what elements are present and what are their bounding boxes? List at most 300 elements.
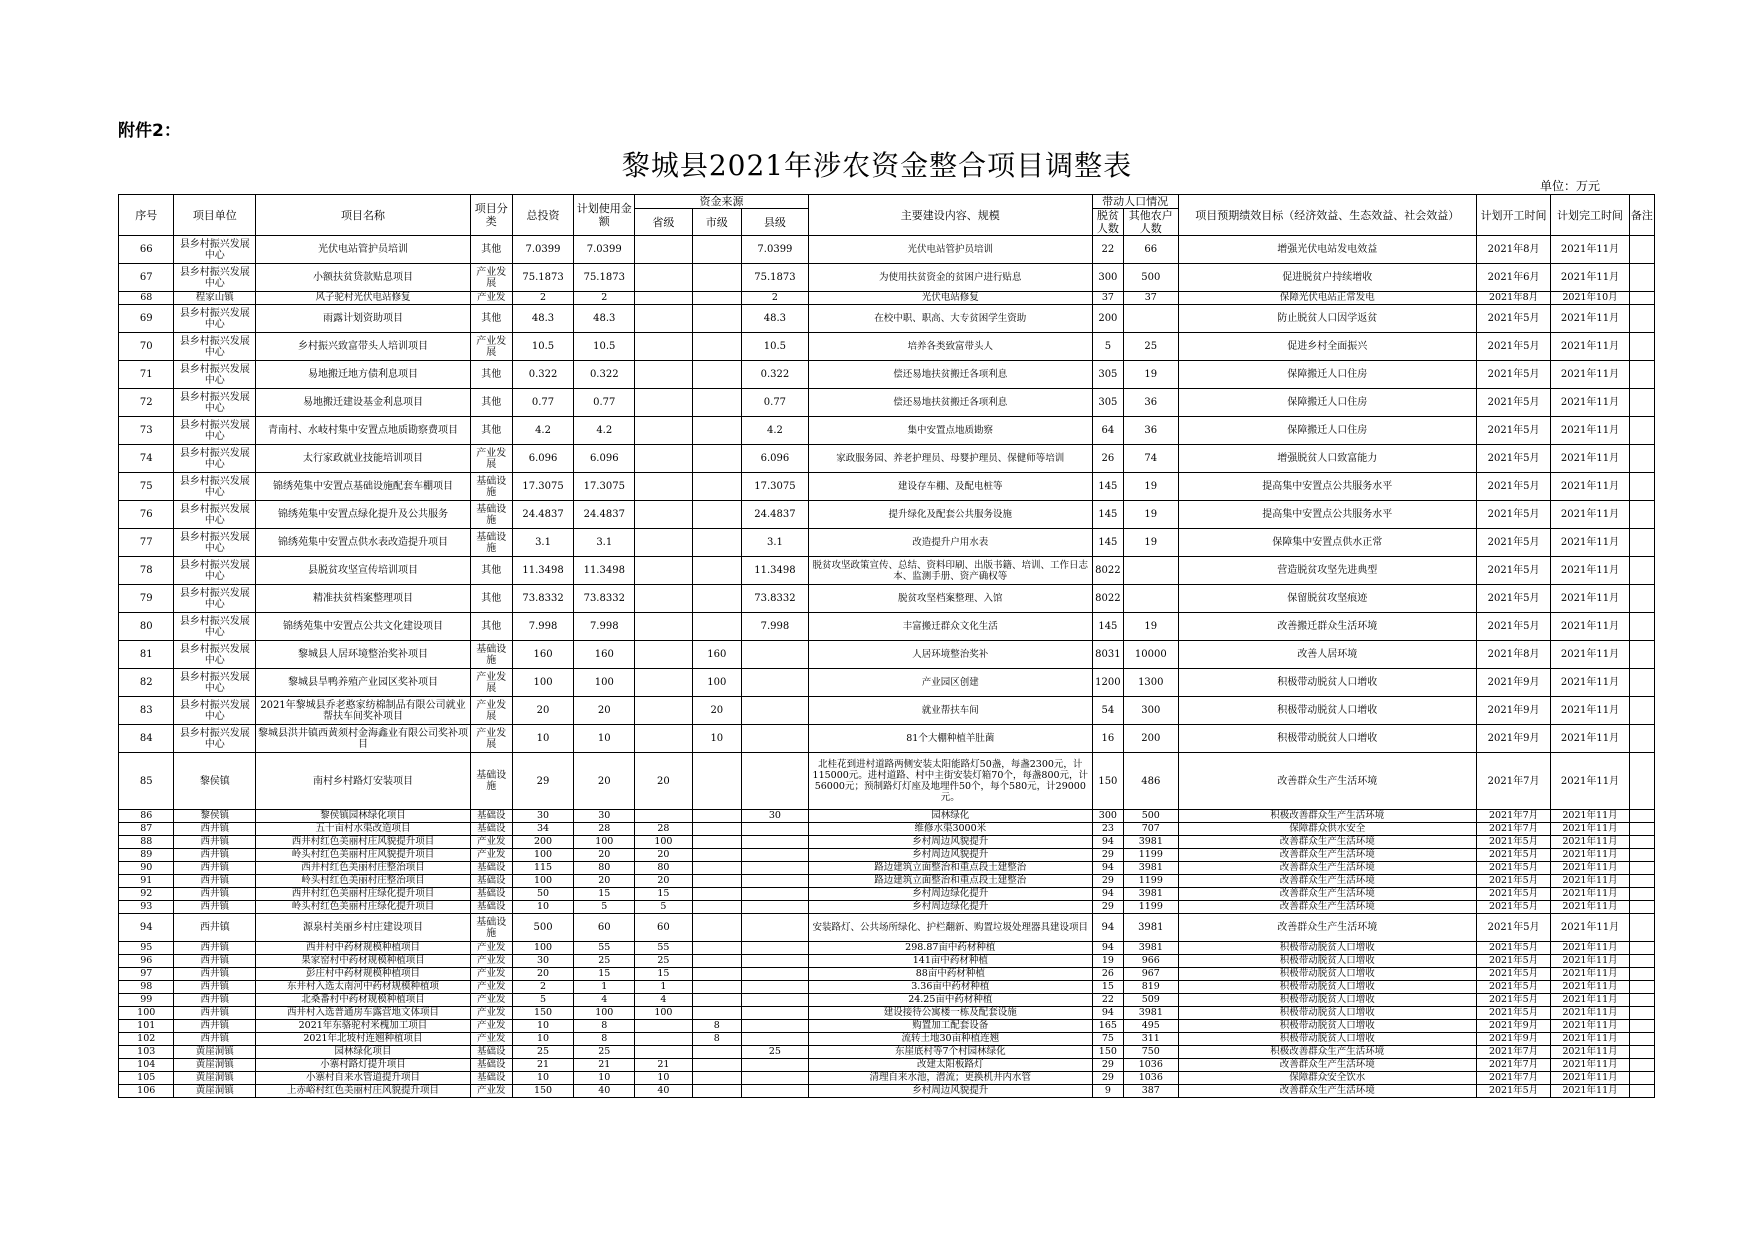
header-seq: 序号 bbox=[119, 195, 174, 236]
cell-goal: 积极带动脱贫人口增收 bbox=[1178, 697, 1476, 725]
cell-city bbox=[692, 753, 741, 810]
cell-unit: 县乡村振兴发展中心 bbox=[174, 417, 256, 445]
cell-province bbox=[635, 305, 693, 333]
cell-other bbox=[1124, 305, 1178, 333]
cell-end: 2021年11月 bbox=[1551, 849, 1630, 862]
table-row bbox=[119, 875, 1655, 888]
cell-other bbox=[1124, 557, 1178, 585]
cell-seq: 75 bbox=[119, 473, 174, 501]
cell-goal: 保障搬迁人口住房 bbox=[1178, 361, 1476, 389]
cell-content: 人居环境整治奖补 bbox=[808, 641, 1092, 669]
cell-city bbox=[692, 1072, 741, 1085]
cell-goal: 保留脱贫攻坚痕迹 bbox=[1178, 585, 1476, 613]
cell-county bbox=[741, 862, 808, 875]
cell-province bbox=[635, 445, 693, 473]
cell-seq: 93 bbox=[119, 901, 174, 914]
cell-county bbox=[741, 888, 808, 901]
cell-poverty: 16 bbox=[1092, 725, 1123, 753]
cell-note bbox=[1629, 810, 1654, 823]
cell-county bbox=[741, 1020, 808, 1033]
cell-name: 小寨村路灯提升项目 bbox=[256, 1059, 471, 1072]
cell-province: 55 bbox=[635, 942, 693, 955]
cell-city bbox=[692, 1085, 741, 1098]
cell-name: 锦绣苑集中安置点绿化提升及公共服务 bbox=[256, 501, 471, 529]
cell-province bbox=[635, 361, 693, 389]
cell-total: 10 bbox=[512, 1072, 574, 1085]
cell-unit: 县乡村振兴发展中心 bbox=[174, 501, 256, 529]
cell-content: 偿还易地扶贫搬迁各项利息 bbox=[808, 389, 1092, 417]
cell-content: 集中安置点地质勘察 bbox=[808, 417, 1092, 445]
cell-poverty: 22 bbox=[1092, 994, 1123, 1007]
cell-seq: 84 bbox=[119, 725, 174, 753]
cell-name: 西井村红色美丽村庄风貌提升项目 bbox=[256, 836, 471, 849]
cell-goal: 积极带动脱贫人口增收 bbox=[1178, 942, 1476, 955]
cell-content: 141亩中药材种植 bbox=[808, 955, 1092, 968]
cell-seq: 66 bbox=[119, 236, 174, 264]
cell-name: 黎城县人居环境整治奖补项目 bbox=[256, 641, 471, 669]
cell-unit: 县乡村振兴发展中心 bbox=[174, 445, 256, 473]
cell-start: 2021年5月 bbox=[1476, 901, 1550, 914]
cell-unit: 县乡村振兴发展中心 bbox=[174, 641, 256, 669]
cell-start: 2021年5月 bbox=[1476, 445, 1550, 473]
cell-county bbox=[741, 1059, 808, 1072]
cell-poverty: 22 bbox=[1092, 236, 1123, 264]
cell-unit: 县乡村振兴发展中心 bbox=[174, 697, 256, 725]
cell-county: 30 bbox=[741, 810, 808, 823]
cell-unit: 县乡村振兴发展中心 bbox=[174, 613, 256, 641]
cell-goal: 营造脱贫攻坚先进典型 bbox=[1178, 557, 1476, 585]
table-row bbox=[119, 725, 1655, 753]
cell-end: 2021年11月 bbox=[1551, 862, 1630, 875]
cell-end: 2021年11月 bbox=[1551, 361, 1630, 389]
cell-unit: 黄崖洞镇 bbox=[174, 1059, 256, 1072]
cell-unit: 黎侯镇 bbox=[174, 753, 256, 810]
cell-start: 2021年7月 bbox=[1476, 1059, 1550, 1072]
cell-category: 其他 bbox=[470, 305, 512, 333]
cell-content: 清理自来水池，潜流；更换机井内水管 bbox=[808, 1072, 1092, 1085]
cell-end: 2021年11月 bbox=[1551, 529, 1630, 557]
cell-note bbox=[1629, 1085, 1654, 1098]
cell-category: 产业发 bbox=[470, 836, 512, 849]
cell-unit: 西井镇 bbox=[174, 968, 256, 981]
header-end: 计划完工时间 bbox=[1551, 195, 1630, 236]
cell-planned: 0.322 bbox=[574, 361, 635, 389]
table-row bbox=[119, 557, 1655, 585]
cell-city: 10 bbox=[692, 725, 741, 753]
cell-seq: 102 bbox=[119, 1033, 174, 1046]
cell-province bbox=[635, 333, 693, 361]
cell-city bbox=[692, 914, 741, 942]
cell-total: 30 bbox=[512, 810, 574, 823]
table-row bbox=[119, 473, 1655, 501]
cell-category: 基础设 bbox=[470, 901, 512, 914]
cell-poverty: 15 bbox=[1092, 981, 1123, 994]
cell-start: 2021年6月 bbox=[1476, 264, 1550, 292]
cell-name: 县脱贫攻坚宣传培训项目 bbox=[256, 557, 471, 585]
cell-end: 2021年11月 bbox=[1551, 955, 1630, 968]
cell-category: 其他 bbox=[470, 361, 512, 389]
cell-county: 11.3498 bbox=[741, 557, 808, 585]
cell-planned: 100 bbox=[574, 1007, 635, 1020]
cell-note bbox=[1629, 725, 1654, 753]
cell-name: 南村乡村路灯安装项目 bbox=[256, 753, 471, 810]
cell-goal: 积极改善群众生产生活环境 bbox=[1178, 810, 1476, 823]
cell-other: 3981 bbox=[1124, 862, 1178, 875]
cell-unit: 西井镇 bbox=[174, 914, 256, 942]
cell-name: 易地搬迁建设基金利息项目 bbox=[256, 389, 471, 417]
table-row bbox=[119, 810, 1655, 823]
cell-other: 495 bbox=[1124, 1020, 1178, 1033]
cell-goal: 保障群众安全饮水 bbox=[1178, 1072, 1476, 1085]
cell-goal: 改善人居环境 bbox=[1178, 641, 1476, 669]
cell-end: 2021年11月 bbox=[1551, 445, 1630, 473]
cell-goal: 提高集中安置点公共服务水平 bbox=[1178, 501, 1476, 529]
cell-county bbox=[741, 836, 808, 849]
table-row bbox=[119, 836, 1655, 849]
cell-planned: 8 bbox=[574, 1020, 635, 1033]
cell-category: 产业发展 bbox=[470, 725, 512, 753]
cell-category: 产业发展 bbox=[470, 669, 512, 697]
cell-poverty: 200 bbox=[1092, 305, 1123, 333]
table-row bbox=[119, 236, 1655, 264]
cell-county: 24.4837 bbox=[741, 501, 808, 529]
cell-name: 岭头村红色美丽村庄风貌提升项目 bbox=[256, 849, 471, 862]
cell-planned: 10.5 bbox=[574, 333, 635, 361]
cell-category: 其他 bbox=[470, 236, 512, 264]
table-row bbox=[119, 994, 1655, 1007]
cell-start: 2021年7月 bbox=[1476, 1072, 1550, 1085]
cell-other: 707 bbox=[1124, 823, 1178, 836]
cell-end: 2021年11月 bbox=[1551, 417, 1630, 445]
cell-goal: 积极带动脱贫人口增收 bbox=[1178, 994, 1476, 1007]
cell-other: 1036 bbox=[1124, 1059, 1178, 1072]
cell-end: 2021年11月 bbox=[1551, 264, 1630, 292]
cell-city: 100 bbox=[692, 669, 741, 697]
cell-province bbox=[635, 697, 693, 725]
cell-note bbox=[1629, 981, 1654, 994]
cell-total: 0.77 bbox=[512, 389, 574, 417]
cell-seq: 96 bbox=[119, 955, 174, 968]
cell-goal: 保障搬迁人口住房 bbox=[1178, 389, 1476, 417]
cell-start: 2021年9月 bbox=[1476, 669, 1550, 697]
cell-province: 100 bbox=[635, 1007, 693, 1020]
cell-category: 基础设 bbox=[470, 888, 512, 901]
cell-category: 产业发 bbox=[470, 1033, 512, 1046]
cell-total: 100 bbox=[512, 849, 574, 862]
cell-name: 太行家政就业技能培训项目 bbox=[256, 445, 471, 473]
cell-province bbox=[635, 810, 693, 823]
cell-planned: 73.8332 bbox=[574, 585, 635, 613]
cell-content: 培养各类致富带头人 bbox=[808, 333, 1092, 361]
cell-end: 2021年11月 bbox=[1551, 1059, 1630, 1072]
cell-end: 2021年11月 bbox=[1551, 305, 1630, 333]
cell-seq: 80 bbox=[119, 613, 174, 641]
cell-goal: 保障集中安置点供水正常 bbox=[1178, 529, 1476, 557]
cell-goal: 积极带动脱贫人口增收 bbox=[1178, 968, 1476, 981]
cell-total: 30 bbox=[512, 955, 574, 968]
cell-planned: 100 bbox=[574, 669, 635, 697]
cell-poverty: 150 bbox=[1092, 1046, 1123, 1059]
cell-poverty: 29 bbox=[1092, 1072, 1123, 1085]
cell-category: 基础设施 bbox=[470, 641, 512, 669]
cell-province bbox=[635, 473, 693, 501]
header-province: 省级 bbox=[635, 209, 693, 236]
cell-city bbox=[692, 529, 741, 557]
cell-poverty: 29 bbox=[1092, 1059, 1123, 1072]
cell-start: 2021年7月 bbox=[1476, 823, 1550, 836]
cell-total: 150 bbox=[512, 1007, 574, 1020]
cell-seq: 72 bbox=[119, 389, 174, 417]
cell-name: 锦绣苑集中安置点供水表改造提升项目 bbox=[256, 529, 471, 557]
cell-end: 2021年11月 bbox=[1551, 1046, 1630, 1059]
cell-planned: 100 bbox=[574, 836, 635, 849]
cell-county bbox=[741, 1085, 808, 1098]
cell-province bbox=[635, 725, 693, 753]
cell-province bbox=[635, 417, 693, 445]
cell-poverty: 26 bbox=[1092, 968, 1123, 981]
cell-end: 2021年11月 bbox=[1551, 942, 1630, 955]
cell-unit: 西井镇 bbox=[174, 955, 256, 968]
cell-county: 10.5 bbox=[741, 333, 808, 361]
cell-end: 2021年11月 bbox=[1551, 613, 1630, 641]
cell-province bbox=[635, 557, 693, 585]
cell-poverty: 300 bbox=[1092, 810, 1123, 823]
cell-city: 8 bbox=[692, 1020, 741, 1033]
cell-county: 17.3075 bbox=[741, 473, 808, 501]
cell-end: 2021年11月 bbox=[1551, 994, 1630, 1007]
cell-note bbox=[1629, 955, 1654, 968]
cell-province bbox=[635, 264, 693, 292]
cell-content: 丰富搬迁群众文化生活 bbox=[808, 613, 1092, 641]
cell-goal: 改善群众生产生活环境 bbox=[1178, 875, 1476, 888]
cell-seq: 100 bbox=[119, 1007, 174, 1020]
cell-start: 2021年5月 bbox=[1476, 529, 1550, 557]
cell-province bbox=[635, 501, 693, 529]
cell-planned: 20 bbox=[574, 875, 635, 888]
cell-name: 小额扶贫贷款贴息项目 bbox=[256, 264, 471, 292]
cell-category: 产业发展 bbox=[470, 264, 512, 292]
cell-category: 其他 bbox=[470, 417, 512, 445]
header-unit: 项目单位 bbox=[174, 195, 256, 236]
cell-county bbox=[741, 669, 808, 697]
cell-unit: 西井镇 bbox=[174, 849, 256, 862]
cell-poverty: 1200 bbox=[1092, 669, 1123, 697]
cell-county: 25 bbox=[741, 1046, 808, 1059]
cell-note bbox=[1629, 305, 1654, 333]
cell-county: 3.1 bbox=[741, 529, 808, 557]
cell-total: 48.3 bbox=[512, 305, 574, 333]
cell-other: 486 bbox=[1124, 753, 1178, 810]
cell-category: 基础设 bbox=[470, 810, 512, 823]
cell-planned: 28 bbox=[574, 823, 635, 836]
cell-total: 100 bbox=[512, 669, 574, 697]
cell-other: 500 bbox=[1124, 264, 1178, 292]
cell-unit: 西井镇 bbox=[174, 823, 256, 836]
cell-content: 24.25亩中药材种植 bbox=[808, 994, 1092, 1007]
cell-category: 产业发 bbox=[470, 292, 512, 305]
cell-start: 2021年9月 bbox=[1476, 1033, 1550, 1046]
cell-city bbox=[692, 236, 741, 264]
cell-category: 其他 bbox=[470, 613, 512, 641]
cell-unit: 黄崖洞镇 bbox=[174, 1072, 256, 1085]
project-table bbox=[118, 194, 1655, 1098]
cell-start: 2021年5月 bbox=[1476, 994, 1550, 1007]
cell-end: 2021年11月 bbox=[1551, 981, 1630, 994]
cell-seq: 106 bbox=[119, 1085, 174, 1098]
cell-city bbox=[692, 1059, 741, 1072]
cell-note bbox=[1629, 1059, 1654, 1072]
cell-goal: 改善群众生产生活环境 bbox=[1178, 836, 1476, 849]
cell-seq: 99 bbox=[119, 994, 174, 1007]
table-row bbox=[119, 264, 1655, 292]
cell-end: 2021年11月 bbox=[1551, 753, 1630, 810]
cell-category: 产业发 bbox=[470, 994, 512, 1007]
table-row bbox=[119, 1046, 1655, 1059]
cell-unit: 西井镇 bbox=[174, 1033, 256, 1046]
cell-content: 在校中职、职高、大专贫困学生资助 bbox=[808, 305, 1092, 333]
cell-other: 311 bbox=[1124, 1033, 1178, 1046]
cell-end: 2021年11月 bbox=[1551, 669, 1630, 697]
cell-county: 73.8332 bbox=[741, 585, 808, 613]
cell-name: 源泉村美丽乡村庄建设项目 bbox=[256, 914, 471, 942]
cell-note bbox=[1629, 968, 1654, 981]
cell-start: 2021年5月 bbox=[1476, 501, 1550, 529]
cell-goal: 改善群众生产生活环境 bbox=[1178, 888, 1476, 901]
cell-planned: 0.77 bbox=[574, 389, 635, 417]
cell-total: 34 bbox=[512, 823, 574, 836]
cell-goal: 保障群众供水安全 bbox=[1178, 823, 1476, 836]
cell-name: 上赤峪村红色美丽村庄风貌提升项目 bbox=[256, 1085, 471, 1098]
cell-other: 509 bbox=[1124, 994, 1178, 1007]
cell-start: 2021年5月 bbox=[1476, 914, 1550, 942]
cell-planned: 4.2 bbox=[574, 417, 635, 445]
cell-seq: 97 bbox=[119, 968, 174, 981]
cell-note bbox=[1629, 669, 1654, 697]
cell-other: 3981 bbox=[1124, 914, 1178, 942]
cell-planned: 7.0399 bbox=[574, 236, 635, 264]
cell-planned: 160 bbox=[574, 641, 635, 669]
cell-county bbox=[741, 725, 808, 753]
cell-content: 光伏电站修复 bbox=[808, 292, 1092, 305]
cell-unit: 西井镇 bbox=[174, 862, 256, 875]
cell-total: 3.1 bbox=[512, 529, 574, 557]
cell-other: 19 bbox=[1124, 473, 1178, 501]
cell-total: 10 bbox=[512, 725, 574, 753]
cell-note bbox=[1629, 557, 1654, 585]
cell-other: 19 bbox=[1124, 361, 1178, 389]
cell-total: 75.1873 bbox=[512, 264, 574, 292]
cell-city bbox=[692, 585, 741, 613]
cell-planned: 5 bbox=[574, 901, 635, 914]
cell-name: 北桑番村中药材规模种植项目 bbox=[256, 994, 471, 1007]
cell-content: 光伏电站管护员培训 bbox=[808, 236, 1092, 264]
cell-goal: 改善群众生产生活环境 bbox=[1178, 753, 1476, 810]
cell-content: 流转土地30亩种植连翘 bbox=[808, 1033, 1092, 1046]
cell-province bbox=[635, 292, 693, 305]
cell-content: 建设存车棚、及配电桩等 bbox=[808, 473, 1092, 501]
cell-seq: 92 bbox=[119, 888, 174, 901]
cell-other: 966 bbox=[1124, 955, 1178, 968]
cell-county: 0.322 bbox=[741, 361, 808, 389]
cell-poverty: 26 bbox=[1092, 445, 1123, 473]
cell-planned: 40 bbox=[574, 1085, 635, 1098]
cell-name: 易地搬迁地方债利息项目 bbox=[256, 361, 471, 389]
cell-total: 20 bbox=[512, 968, 574, 981]
cell-end: 2021年11月 bbox=[1551, 236, 1630, 264]
cell-planned: 20 bbox=[574, 849, 635, 862]
cell-poverty: 145 bbox=[1092, 501, 1123, 529]
cell-poverty: 94 bbox=[1092, 836, 1123, 849]
cell-unit: 西井镇 bbox=[174, 1020, 256, 1033]
cell-note bbox=[1629, 389, 1654, 417]
cell-planned: 15 bbox=[574, 888, 635, 901]
cell-unit: 西井镇 bbox=[174, 1007, 256, 1020]
cell-planned: 21 bbox=[574, 1059, 635, 1072]
cell-note bbox=[1629, 333, 1654, 361]
cell-goal: 防止脱贫人口因学返贫 bbox=[1178, 305, 1476, 333]
cell-city bbox=[692, 888, 741, 901]
cell-name: 黎城县洪井镇西黄须村金海鑫业有限公司奖补项目 bbox=[256, 725, 471, 753]
cell-end: 2021年11月 bbox=[1551, 641, 1630, 669]
cell-seq: 67 bbox=[119, 264, 174, 292]
cell-name: 西井村入选普通房车露营地文体项目 bbox=[256, 1007, 471, 1020]
table-row bbox=[119, 613, 1655, 641]
cell-name: 雨露计划资助项目 bbox=[256, 305, 471, 333]
cell-county bbox=[741, 994, 808, 1007]
cell-name: 小寨村自来水管道提升项目 bbox=[256, 1072, 471, 1085]
table-row bbox=[119, 1085, 1655, 1098]
table-row bbox=[119, 669, 1655, 697]
cell-start: 2021年5月 bbox=[1476, 849, 1550, 862]
cell-total: 20 bbox=[512, 697, 574, 725]
cell-note bbox=[1629, 1046, 1654, 1059]
cell-poverty: 9 bbox=[1092, 1085, 1123, 1098]
cell-goal: 积极带动脱贫人口增收 bbox=[1178, 1020, 1476, 1033]
cell-poverty: 75 bbox=[1092, 1033, 1123, 1046]
cell-name: 乡村振兴致富带头人培训项目 bbox=[256, 333, 471, 361]
cell-province: 100 bbox=[635, 836, 693, 849]
table-row bbox=[119, 955, 1655, 968]
cell-planned: 30 bbox=[574, 810, 635, 823]
header-total: 总投资 bbox=[512, 195, 574, 236]
cell-city bbox=[692, 333, 741, 361]
cell-province bbox=[635, 529, 693, 557]
cell-seq: 70 bbox=[119, 333, 174, 361]
table-row bbox=[119, 1007, 1655, 1020]
cell-start: 2021年5月 bbox=[1476, 955, 1550, 968]
cell-other: 19 bbox=[1124, 613, 1178, 641]
cell-note bbox=[1629, 529, 1654, 557]
cell-end: 2021年11月 bbox=[1551, 557, 1630, 585]
cell-planned: 75.1873 bbox=[574, 264, 635, 292]
cell-city bbox=[692, 1007, 741, 1020]
cell-goal: 积极带动脱贫人口增收 bbox=[1178, 669, 1476, 697]
cell-name: 锦绣苑集中安置点基础设施配套车棚项目 bbox=[256, 473, 471, 501]
cell-category: 产业发展 bbox=[470, 333, 512, 361]
cell-note bbox=[1629, 641, 1654, 669]
cell-total: 25 bbox=[512, 1046, 574, 1059]
cell-name: 风子驼村光伏电站修复 bbox=[256, 292, 471, 305]
cell-province: 40 bbox=[635, 1085, 693, 1098]
cell-content: 改建太阳板路灯 bbox=[808, 1059, 1092, 1072]
cell-start: 2021年5月 bbox=[1476, 875, 1550, 888]
cell-unit: 县乡村振兴发展中心 bbox=[174, 305, 256, 333]
cell-note bbox=[1629, 862, 1654, 875]
cell-total: 100 bbox=[512, 875, 574, 888]
cell-city bbox=[692, 875, 741, 888]
cell-unit: 县乡村振兴发展中心 bbox=[174, 264, 256, 292]
cell-city bbox=[692, 613, 741, 641]
